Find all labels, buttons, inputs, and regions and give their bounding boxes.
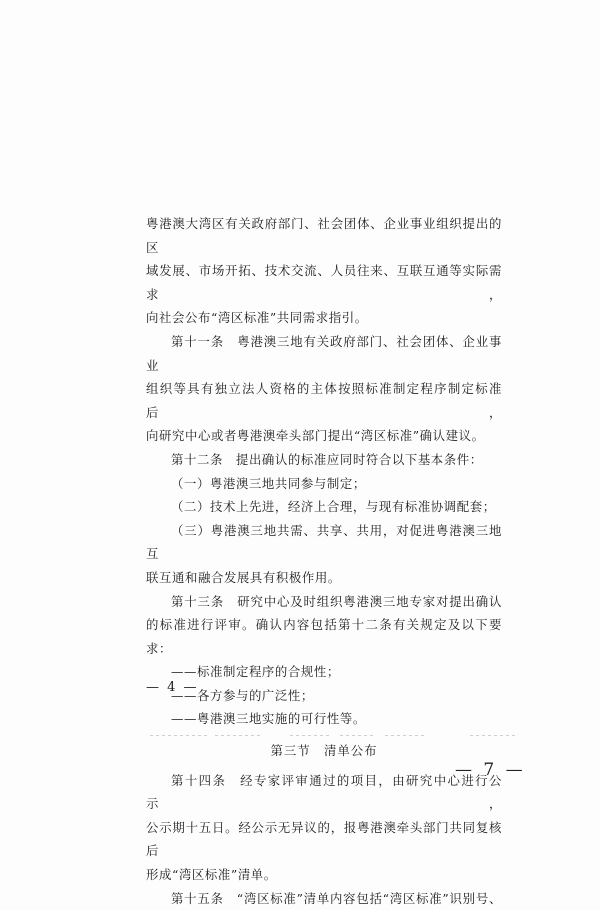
text-line: 第十四条 经专家评审通过的项目，由研究中心进行公示， xyxy=(146,772,502,812)
text-line: 域发展、市场开拓、技术交流、人员往来、互联互通等实际需求， xyxy=(146,263,502,302)
scan-artifact xyxy=(470,735,515,736)
text-line: 的标准进行评审。确认内容包括第十二条有关规定及以下要求： xyxy=(146,617,502,656)
text-line: （一）粤港澳三地共同参与制定； xyxy=(171,475,366,491)
inner-page-number: — 4 — xyxy=(146,680,199,695)
text-line: 向社会公布“湾区标准”共同需求指引。 xyxy=(146,310,368,326)
text-line: 第十一条 粤港澳三地有关政府部门、社会团体、企业事业 xyxy=(146,333,502,373)
scan-artifact xyxy=(340,735,375,736)
text-line: ——标准制定程序的合规性； xyxy=(171,664,340,680)
section-title: 第三节 清单公布 xyxy=(270,743,378,759)
text-line: （三）粤港澳三地共需、共享、共用，对促进粤港澳三地互 xyxy=(146,522,502,562)
scan-artifact xyxy=(290,735,330,736)
text-line: 粤港澳大湾区有关政府部门、社会团体、企业事业组织提出的区 xyxy=(146,216,502,255)
text-line: 第十三条 研究中心及时组织粤港澳三地专家对提出确认 xyxy=(171,593,502,609)
text-line: 公示期十五日。经公示无异议的，报粤港澳牵头部门共同复核后 xyxy=(146,819,502,859)
scan-artifact xyxy=(150,735,210,736)
text-line: 第十五条 “湾区标准”清单内容包括“湾区标准”识别号、 xyxy=(171,890,502,906)
text-line: （二）技术上先进，经济上合理，与现有标准协调配套； xyxy=(171,499,496,515)
text-line: 向研究中心或者粤港澳牵头部门提出“湾区标准”确认建议。 xyxy=(146,428,485,444)
text-line: ——粤港澳三地实施的可行性等。 xyxy=(171,711,366,727)
text-line: 第十二条 提出确认的标准应同时符合以下基本条件： xyxy=(171,451,483,467)
text-line: 形成“湾区标准”清单。 xyxy=(146,867,277,883)
text-line: ——各方参与的广泛性； xyxy=(171,687,314,703)
paragraph-block-1 xyxy=(146,212,502,731)
body-text xyxy=(146,212,502,910)
text-line: 联互通和融合发展具有积极作用。 xyxy=(146,569,341,585)
outer-page-number: — 7 — xyxy=(455,760,526,780)
scan-artifact xyxy=(215,735,260,736)
paragraph-block-2 xyxy=(146,769,502,910)
text-line: 组织等具有独立法人资格的主体按照标准制定程序制定标准后， xyxy=(146,381,502,420)
scan-artifact xyxy=(385,735,425,736)
